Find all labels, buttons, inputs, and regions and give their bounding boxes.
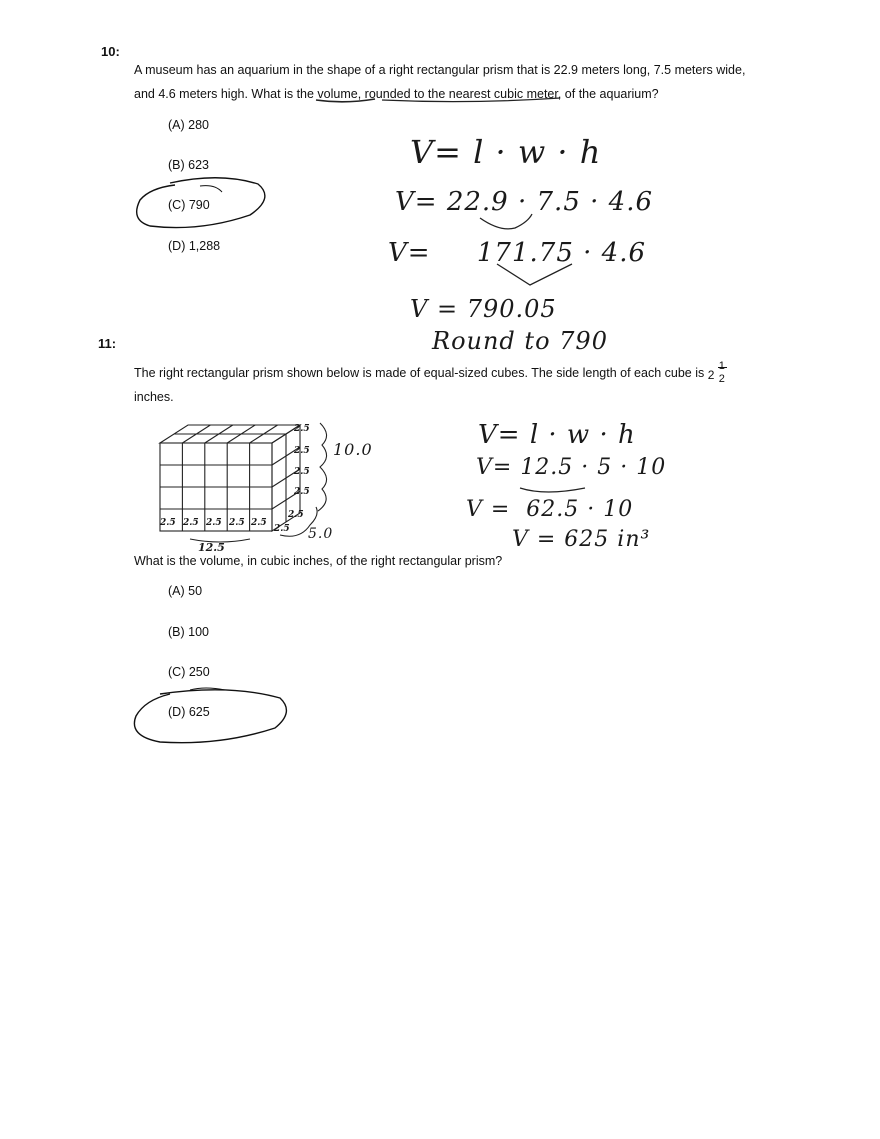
question-10-stem-line-1: A museum has an aquarium in the shape of a right rectangular prism that is 22.9 meters long, 7.5 meters wide, (134, 63, 746, 77)
question-10-choice-c[interactable]: (C) 790 (168, 198, 210, 212)
question-10-number: 10: (101, 44, 120, 59)
right-cell-label-2: 2.5 (294, 446, 310, 456)
question-11-prompt: What is the volume, in cubic inches, of the right rectangular prism? (134, 554, 503, 568)
q11-work-substitution: V= 12.5 · 5 · 10 (476, 455, 667, 480)
question-10-choice-b[interactable]: (B) 623 (168, 158, 209, 172)
right-cell-label-4: 2.5 (294, 487, 310, 497)
bottom-cell-label-4: 2.5 (229, 518, 245, 528)
question-10-choice-d[interactable]: (D) 1,288 (168, 239, 221, 253)
q11-work-step: V = 62.5 · 10 (466, 497, 634, 522)
bottom-cell-label-1: 2.5 (160, 518, 176, 528)
q10-work-rounded: Round to 790 (432, 327, 608, 355)
bottom-total-label: 12.5 (198, 541, 225, 554)
question-11-choice-c[interactable]: (C) 250 (168, 665, 210, 679)
question-11-stem-line-1: The right rectangular prism shown below is made of equal-sized cubes. The side length of each cube is (134, 366, 705, 380)
depth-cell-label-2: 2.5 (274, 524, 290, 534)
fraction-denominator: 2 (718, 373, 725, 385)
bottom-cell-label-3: 2.5 (206, 518, 222, 528)
q11-work-formula: V= l · w · h (478, 420, 636, 450)
q10-work-formula: V= l · w · h (410, 133, 602, 171)
bottom-cell-label-2: 2.5 (183, 518, 199, 528)
question-11-stem-line-2: inches. (134, 390, 174, 404)
right-total-label: 10.0 (333, 440, 373, 459)
q10-work-substitution: V= 22.9 · 7.5 · 4.6 (395, 187, 654, 217)
question-11-choice-b[interactable]: (B) 100 (168, 625, 209, 639)
depth-cell-label-1: 2.5 (288, 510, 304, 520)
q10-work-step: V= 171.75 · 4.6 (388, 238, 647, 268)
fraction-whole: 2 (707, 368, 715, 382)
question-10-choice-a[interactable]: (A) 280 (168, 118, 209, 132)
bottom-cell-label-5: 2.5 (251, 518, 267, 528)
q11-work-result: V = 625 in³ (512, 527, 651, 552)
right-cell-label-3: 2.5 (294, 467, 310, 477)
right-cell-label-1: 2.5 (294, 424, 310, 434)
question-10-stem-line-2: and 4.6 meters high. What is the volume, rounded to the nearest cubic meter, of the aquarium? (134, 87, 659, 101)
question-11-choice-d[interactable]: (D) 625 (168, 705, 210, 719)
question-11-choice-a[interactable]: (A) 50 (168, 584, 203, 598)
q10-work-result: V = 790.05 (410, 295, 557, 323)
fraction-numerator: 1 (718, 360, 725, 372)
depth-total-label: 5.0 (308, 526, 334, 542)
question-11-number: 11: (98, 336, 117, 351)
